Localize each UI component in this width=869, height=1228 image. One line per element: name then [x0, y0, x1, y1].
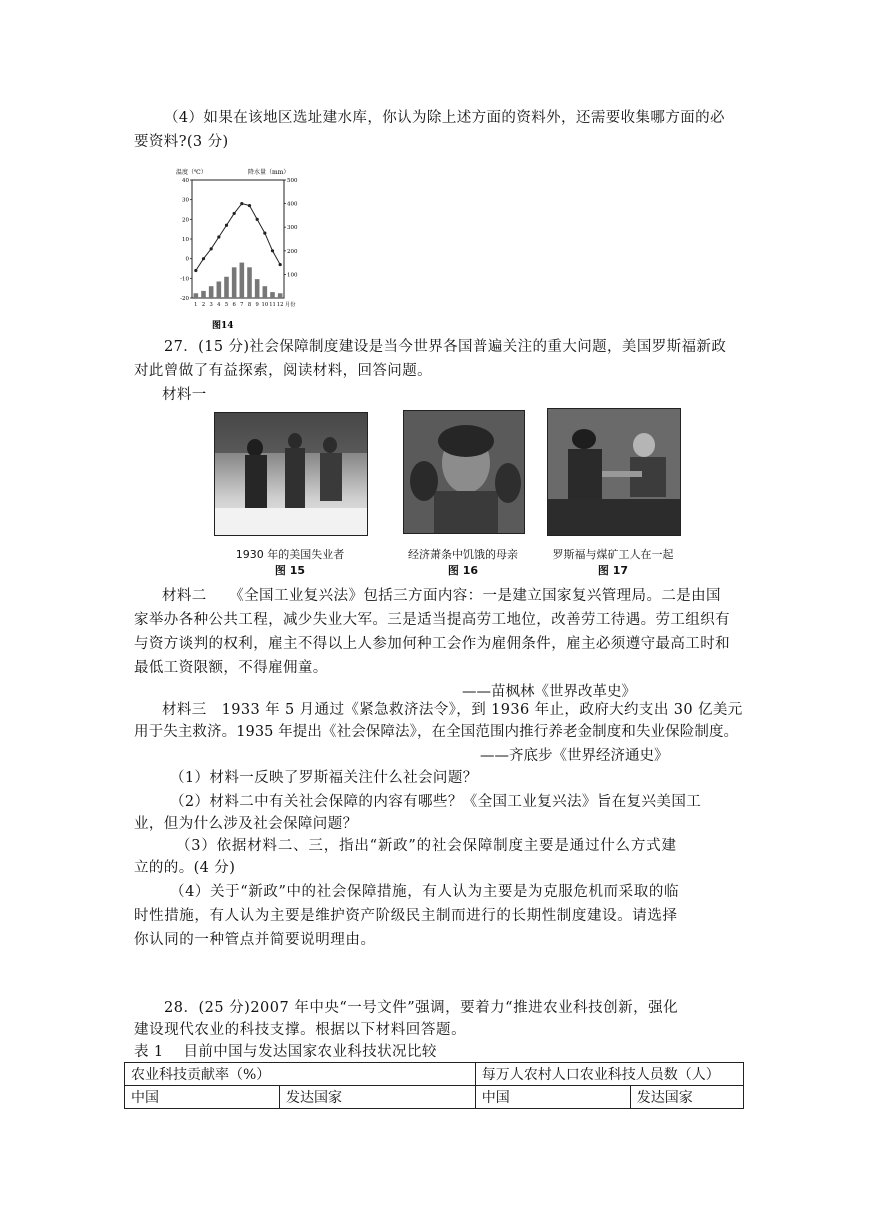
- right-tick-label: 300: [287, 225, 298, 232]
- fig16-label: 图 16: [447, 564, 479, 577]
- material2-line2: 家举办各种公共工程，减少失业大军。三是适当提高劳工地位，改善劳工待遇。劳工组织有: [134, 612, 730, 628]
- material3-source: ——齐底步《世界经济通史》: [480, 748, 669, 764]
- temperature-point: [202, 257, 205, 260]
- temperature-line: [194, 202, 282, 272]
- plot-border: [192, 180, 284, 298]
- temperature-point: [194, 269, 197, 272]
- precipitation-bar: [209, 286, 214, 298]
- temperature-point: [271, 249, 274, 252]
- right-axis-title: 降水量（mm）: [248, 169, 290, 176]
- temperature-point: [233, 212, 236, 215]
- month-ticks: [194, 300, 296, 308]
- chart-ticks: [180, 178, 298, 302]
- table-sub-row: [125, 1086, 744, 1109]
- precipitation-bar: [263, 286, 268, 298]
- q27-question2-line1: （2）材料二中有关社会保障的内容有哪些？《全国工业复兴法》旨在复兴美国工: [170, 794, 702, 810]
- table-header-personnel: 每万人农村人口农业科技人员数（人）: [475, 1063, 743, 1086]
- temperature-point: [210, 247, 213, 250]
- month-label: 9: [255, 302, 259, 308]
- material3-line1: 材料三 1933 年 5 月通过《紧急救济法令》，到 1936 年止，政府大约支出 30 亿美元: [162, 702, 743, 718]
- month-unit-label: 月份: [285, 302, 296, 308]
- material3-line2: 用于失主救济。1935 年提出《社会保障法》，在全国范围内推行养老金制度和失业保险制度。: [134, 724, 739, 740]
- figure-14-label: 图14: [212, 321, 234, 331]
- q27-line2: 对此曾做了有益探索，阅读材料，回答问题。: [134, 363, 432, 379]
- material2-line4: 最低工资限额，不得雇佣童。: [134, 660, 328, 676]
- material2-source: ——苗枫林《世界改革史》: [462, 684, 636, 700]
- right-tick-label: 500: [287, 178, 298, 184]
- table-cell-developed-1: 发达国家: [280, 1086, 476, 1109]
- photo-roosevelt-miners: [547, 408, 681, 536]
- caption-fig17: 罗斯福与煤矿工人在一起: [552, 548, 674, 561]
- material2-line3: 与资方谈判的权利，雇主不得以上人参加何种工会作为雇佣条件，雇主必须遵守最高工时和: [134, 636, 730, 652]
- month-label: 11: [269, 302, 276, 308]
- left-tick-label: 30: [182, 197, 189, 204]
- month-label: 5: [224, 302, 229, 308]
- month-label: 2: [201, 302, 206, 308]
- precipitation-bar: [232, 267, 237, 298]
- right-tick-label: 200: [287, 248, 298, 255]
- left-axis-title: 温度（℃）: [176, 169, 207, 176]
- temperature-point: [248, 204, 251, 207]
- precipitation-bar: [270, 292, 275, 298]
- climate-chart: [168, 164, 308, 334]
- left-tick-label: -10: [180, 276, 189, 283]
- material1-label: 材料一: [162, 387, 207, 403]
- right-tick-label: 100: [287, 272, 298, 279]
- precipitation-bar: [278, 293, 283, 298]
- temperature-point: [225, 224, 228, 227]
- precipitation-bar: [240, 263, 245, 298]
- left-tick-label: -20: [180, 296, 189, 302]
- q26-4-line2: 要资料?(3 分): [134, 134, 229, 150]
- fig15-label: 图 15: [274, 564, 306, 577]
- month-label: 12: [276, 302, 284, 308]
- temperature-point: [279, 263, 282, 266]
- table-cell-developed-2: 发达国家: [630, 1086, 743, 1109]
- photo-unemployed-1930-image: [215, 413, 367, 535]
- precipitation-bar: [255, 279, 260, 298]
- photo-unemployed-1930: [214, 412, 368, 536]
- q27-line1: 27．(15 分)社会保障制度建设是当今世界各国普遍关注的重大问题，美国罗斯福新政: [164, 339, 727, 355]
- left-tick-label: 40: [182, 178, 189, 184]
- q27-question4-line1: （4）关于“新政”中的社会保障措施，有人认为主要是为克服危机而采取的临: [170, 884, 680, 900]
- month-label: 7: [240, 302, 244, 308]
- month-label: 6: [232, 302, 236, 308]
- precipitation-bar: [201, 291, 206, 298]
- caption-fig16: 经济萧条中饥饿的母亲: [408, 548, 518, 561]
- month-label: 8: [247, 302, 252, 308]
- q27-question1: （1）材料一反映了罗斯福关注什么社会问题？: [170, 770, 478, 786]
- table1-title: 表 1 目前中国与发达国家农业科技状况比较: [134, 1044, 437, 1060]
- right-tick-label: 400: [287, 201, 298, 208]
- temperature-point: [263, 232, 266, 235]
- precipitation-bar: [247, 267, 252, 298]
- q28-line2: 建设现代农业的科技支撑。根据以下材料回答题。: [134, 1022, 467, 1038]
- table-header-contribution: 农业科技贡献率（%）: [125, 1063, 476, 1086]
- chart-frame: [192, 180, 284, 298]
- temperature-point: [256, 218, 259, 221]
- climate-chart-svg: [168, 164, 308, 334]
- material2-line1: 材料二 《全国工业复兴法》包括三方面内容：一是建立国家复兴管理局。二是由国: [162, 588, 721, 604]
- photo-hungry-mother-image: [404, 411, 524, 533]
- table-header-row: [125, 1063, 744, 1086]
- q27-question4-line2: 时性措施，有人认为主要是维护资产阶级民主制而进行的长期性制度建设。请选择: [134, 908, 678, 924]
- q26-4-line1: （4）如果在该地区选址建水库，你认为除上述方面的资料外，还需要收集哪方面的必: [164, 110, 725, 126]
- left-tick-label: 10: [182, 237, 189, 243]
- q27-question4-line3: 你认同的一种管点并简要说明理由。: [134, 932, 376, 948]
- precipitation-bar: [194, 293, 199, 298]
- left-tick-label: 20: [182, 217, 189, 224]
- q27-question2-line2: 业，但为什么涉及社会保障问题？: [134, 816, 358, 832]
- month-label: 1: [194, 302, 198, 308]
- table1: [124, 1062, 744, 1109]
- temperature-polyline: [196, 204, 280, 271]
- q28-line1: 28．(25 分)2007 年中央“一号文件”强调，要着力“推进农业科技创新，强化: [164, 1000, 679, 1016]
- precipitation-bar: [224, 277, 229, 298]
- month-label: 4: [217, 302, 221, 308]
- table-cell-china-1: 中国: [125, 1086, 280, 1109]
- precipitation-bar: [217, 281, 222, 298]
- left-tick-label: 0: [185, 256, 189, 263]
- temperature-point: [217, 235, 220, 238]
- q27-question3-line2: 立的的。(4 分): [134, 860, 236, 876]
- photo-roosevelt-miners-image: [548, 409, 680, 535]
- caption-fig15: 1930 年的美国失业者: [235, 548, 345, 561]
- month-label: 10: [261, 302, 269, 308]
- precipitation-bars: [194, 263, 283, 298]
- fig17-label: 图 17: [597, 564, 629, 577]
- q27-question3-line1: （3）依据材料二、三，指出“新政”的社会保障制度主要是通过什么方式建: [176, 838, 677, 854]
- table-cell-china-2: 中国: [475, 1086, 630, 1109]
- temperature-point: [240, 202, 243, 205]
- photo-hungry-mother: [403, 410, 525, 534]
- month-label: 3: [209, 302, 213, 308]
